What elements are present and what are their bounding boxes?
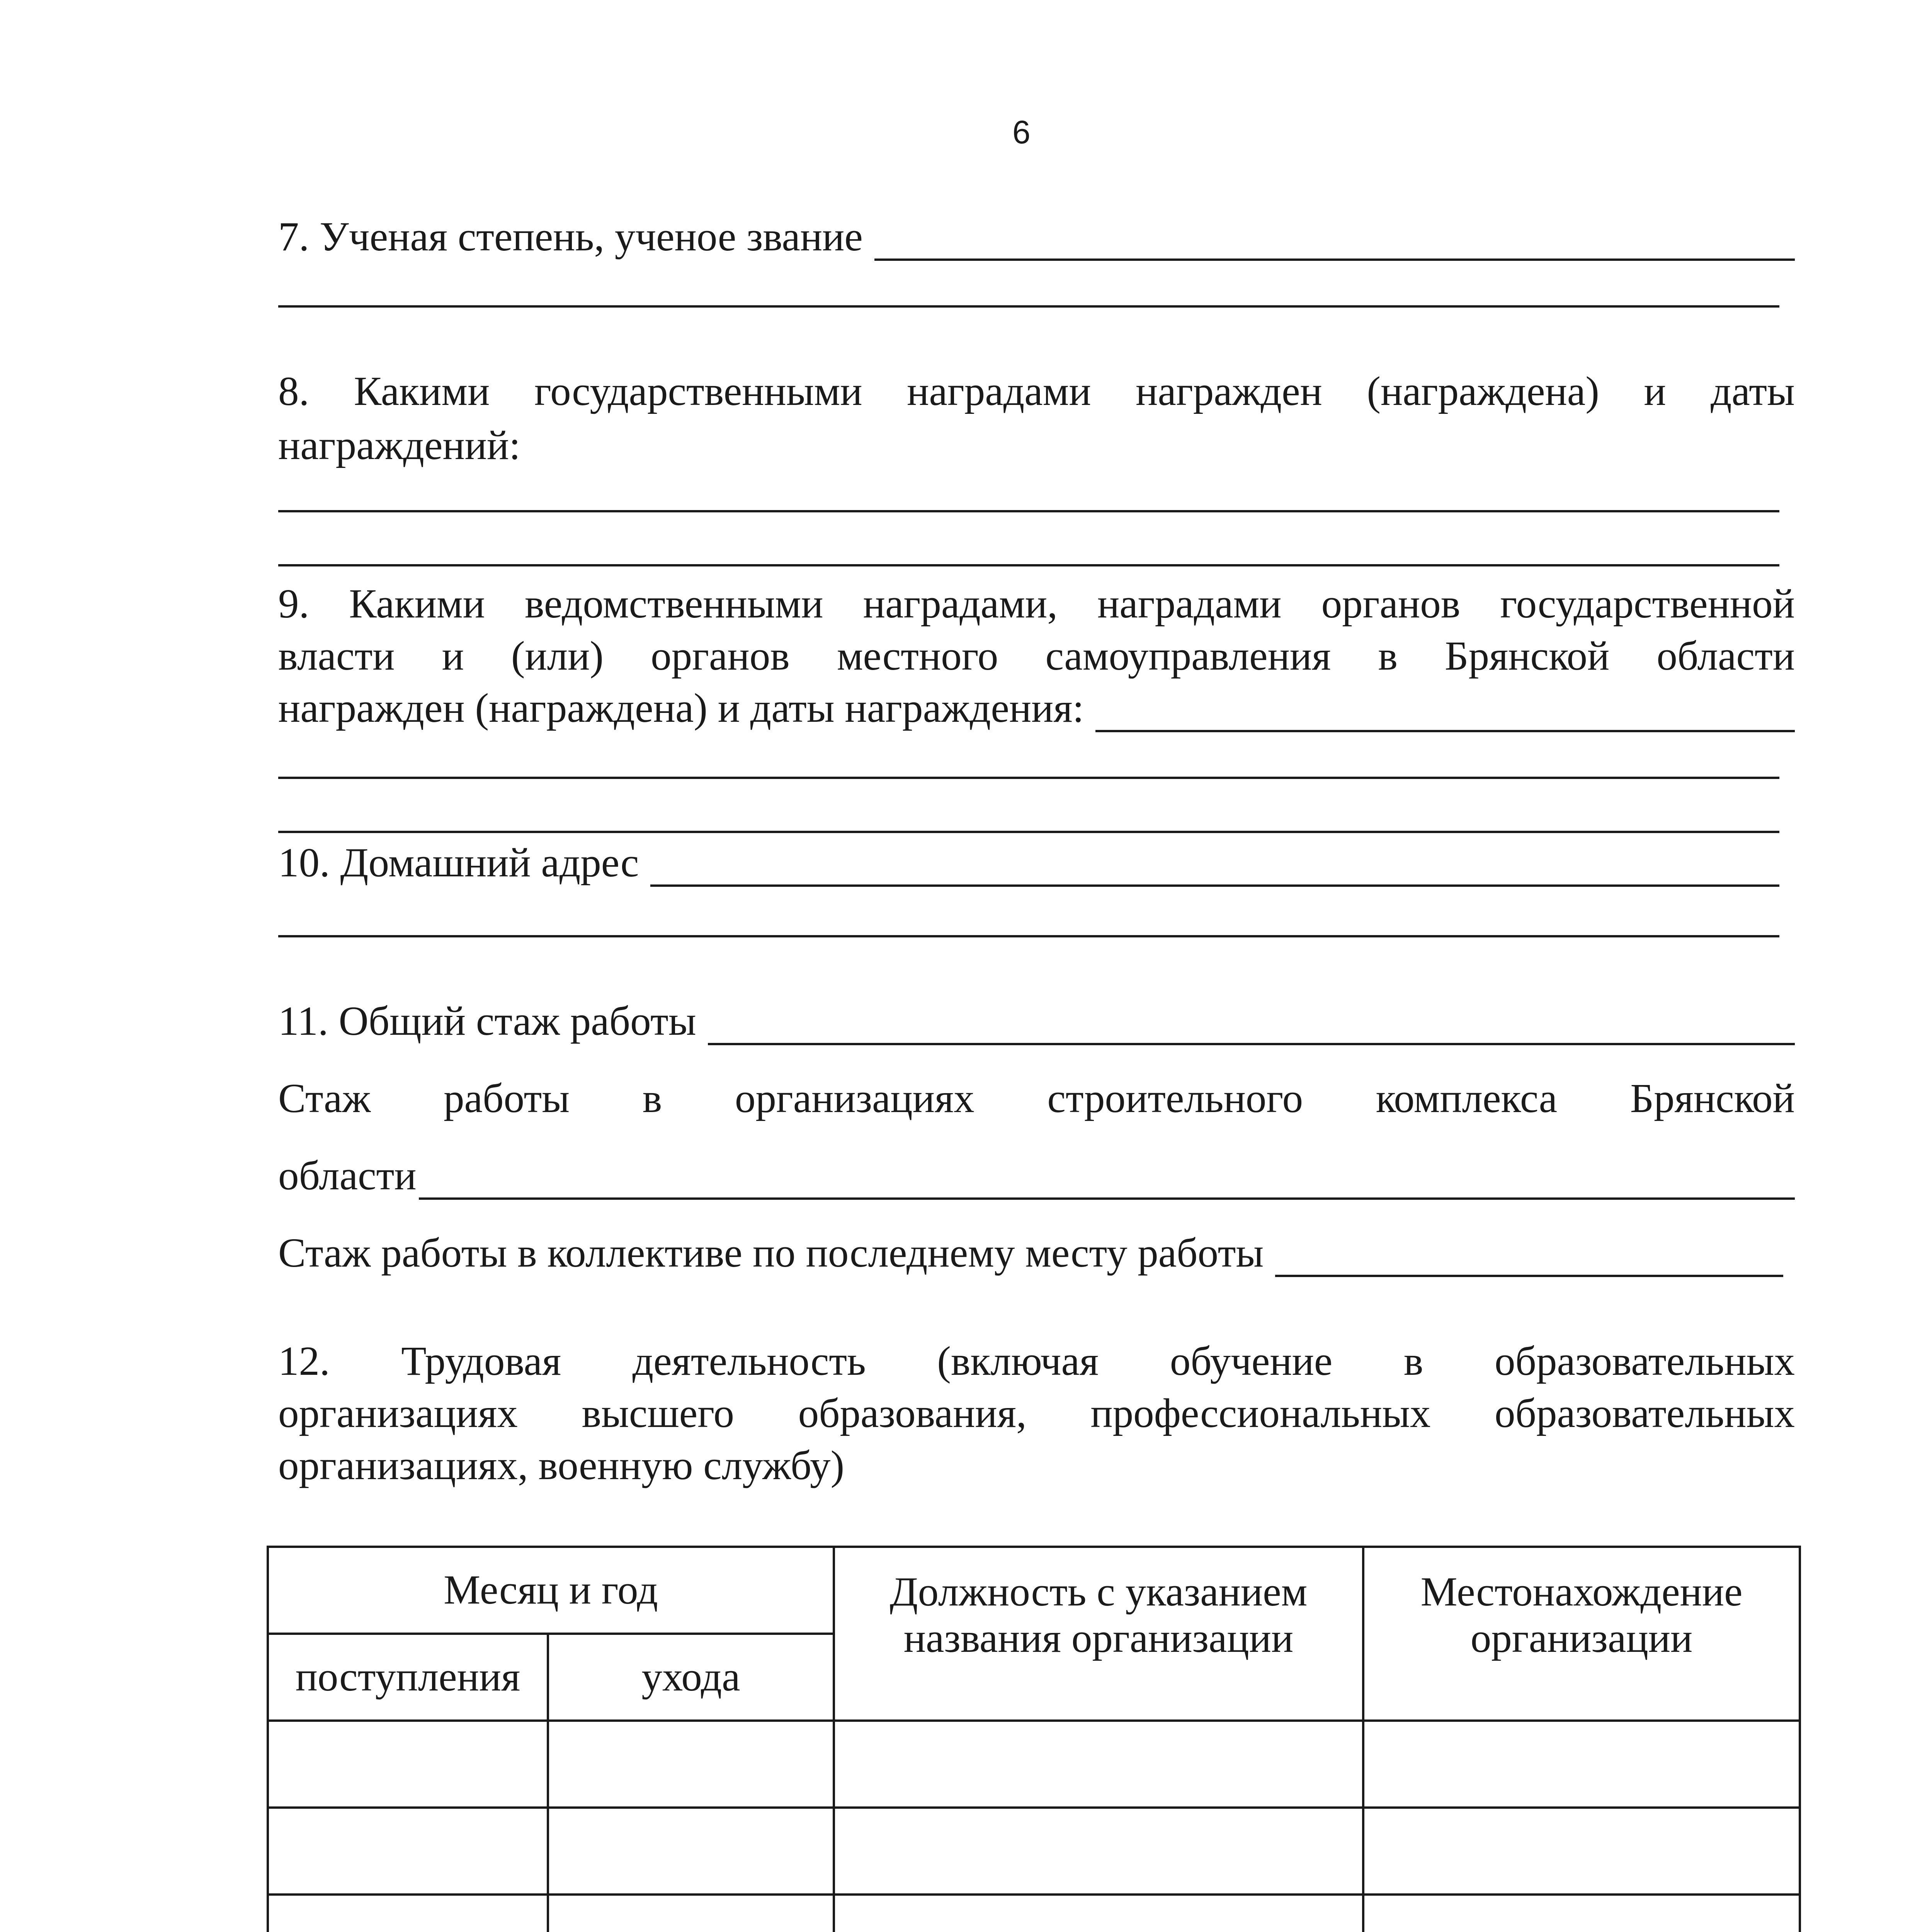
word: 8. <box>278 369 310 414</box>
state-awards-question-line-2: награждений: <box>278 423 521 468</box>
work-history-heading-line-1 <box>278 1338 1795 1384</box>
departmental-awards-question-line-1 <box>278 583 1795 625</box>
word: Какими <box>354 369 490 414</box>
word: работы <box>444 1076 570 1121</box>
collective-experience-blank[interactable] <box>1275 1271 1783 1277</box>
home-address-field[interactable] <box>278 842 1779 884</box>
header-month-year: Месяц и год <box>268 1547 834 1634</box>
word: в <box>1403 1338 1423 1384</box>
header-end: ухода <box>548 1634 834 1721</box>
word: 9. <box>278 581 310 627</box>
total-experience-field[interactable] <box>278 998 1795 1044</box>
header-position <box>834 1547 1363 1721</box>
page-number: 6 <box>1012 114 1031 150</box>
header-location-line-1: Местонахождение <box>1420 1569 1743 1615</box>
collective-experience-label: Стаж работы в коллективе по последнему месту работы <box>278 1230 1264 1276</box>
departmental-awards-line-2[interactable] <box>278 777 1779 779</box>
word: образовательных <box>1494 1391 1795 1436</box>
departmental-awards-line-3[interactable] <box>278 831 1779 833</box>
word: Какими <box>349 581 485 627</box>
cell-start[interactable] <box>268 1895 548 1932</box>
cell-start[interactable] <box>268 1808 548 1895</box>
word: профессиональных <box>1090 1391 1431 1436</box>
header-location-line-2: организации <box>1470 1615 1693 1661</box>
home-address-label: 10. Домашний адрес <box>278 840 639 886</box>
cell-location[interactable] <box>1363 1721 1800 1808</box>
word: образовательных <box>1494 1338 1795 1384</box>
home-address-blank[interactable] <box>650 881 1779 887</box>
word: Трудовая <box>401 1338 561 1384</box>
work-history-heading-line-3: организациях, военную службу) <box>278 1443 845 1488</box>
table-row <box>268 1895 1800 1932</box>
total-experience-label: 11. Общий стаж работы <box>278 998 696 1044</box>
cell-position[interactable] <box>834 1895 1363 1932</box>
construction-experience-blank[interactable] <box>419 1194 1795 1200</box>
word: государственными <box>534 369 862 414</box>
word: (включая <box>937 1338 1099 1384</box>
word: местного <box>837 633 998 679</box>
state-awards-line-1[interactable] <box>278 510 1779 512</box>
word: (награждена) <box>1367 369 1599 414</box>
header-position-line-1: Должность с указанием <box>889 1569 1308 1615</box>
work-history-table <box>267 1546 1801 1932</box>
word: области <box>1656 633 1795 679</box>
home-address-line-2[interactable] <box>278 935 1779 937</box>
word: высшего <box>582 1391 734 1436</box>
state-awards-line-2[interactable] <box>278 564 1779 566</box>
word: деятельность <box>632 1338 866 1384</box>
word: наградами <box>907 369 1091 414</box>
word: Стаж <box>278 1076 371 1121</box>
construction-experience-label-line-1 <box>278 1078 1795 1119</box>
collective-experience-field[interactable] <box>278 1230 1795 1276</box>
word: образования, <box>798 1391 1027 1436</box>
word: органов <box>1321 581 1461 627</box>
word: самоуправления <box>1045 633 1331 679</box>
cell-start[interactable] <box>268 1721 548 1808</box>
state-awards-question-line-1 <box>278 371 1795 412</box>
departmental-awards-label: награжден (награждена) и даты награждения: <box>278 685 1084 731</box>
word: организациях <box>735 1076 975 1121</box>
word: в <box>642 1076 662 1121</box>
word: власти <box>278 633 395 679</box>
cell-position[interactable] <box>834 1808 1363 1895</box>
total-experience-blank[interactable] <box>708 1039 1795 1045</box>
construction-experience-field[interactable] <box>278 1155 1795 1197</box>
table-row <box>268 1721 1800 1808</box>
cell-position[interactable] <box>834 1721 1363 1808</box>
word: в <box>1378 633 1398 679</box>
academic-degree-field[interactable] <box>278 216 1795 258</box>
table-row <box>268 1808 1800 1895</box>
word: строительного <box>1047 1076 1303 1121</box>
word: Брянской <box>1630 1076 1795 1121</box>
word: наградами, <box>863 581 1058 627</box>
cell-end[interactable] <box>548 1895 834 1932</box>
word: государственной <box>1500 581 1795 627</box>
word: обучение <box>1170 1338 1333 1384</box>
word: комплекса <box>1376 1076 1558 1121</box>
word: органов <box>651 633 790 679</box>
header-start: поступления <box>268 1634 548 1721</box>
word: и <box>1644 369 1666 414</box>
cell-end[interactable] <box>548 1721 834 1808</box>
cell-end[interactable] <box>548 1808 834 1895</box>
construction-experience-label-line-2: области <box>278 1153 417 1199</box>
header-position-line-2: названия организации <box>903 1615 1294 1661</box>
header-location <box>1363 1547 1800 1721</box>
departmental-awards-blank[interactable] <box>1095 726 1795 732</box>
work-history-heading-line-2 <box>278 1393 1795 1434</box>
word: (или) <box>511 633 604 679</box>
academic-degree-label: 7. Ученая степень, ученое звание <box>278 214 863 260</box>
departmental-awards-question-line-2 <box>278 633 1795 679</box>
word: наградами <box>1097 581 1282 627</box>
academic-degree-line-2[interactable] <box>278 305 1779 308</box>
cell-location[interactable] <box>1363 1808 1800 1895</box>
word: ведомственными <box>525 581 823 627</box>
departmental-awards-field[interactable] <box>278 685 1795 731</box>
cell-location[interactable] <box>1363 1895 1800 1932</box>
word: 12. <box>278 1338 330 1384</box>
word: и <box>442 633 464 679</box>
academic-degree-blank[interactable] <box>874 255 1795 261</box>
word: организациях <box>278 1391 518 1436</box>
word: награжден <box>1136 369 1322 414</box>
word: даты <box>1711 369 1795 414</box>
word: Брянской <box>1445 633 1610 679</box>
